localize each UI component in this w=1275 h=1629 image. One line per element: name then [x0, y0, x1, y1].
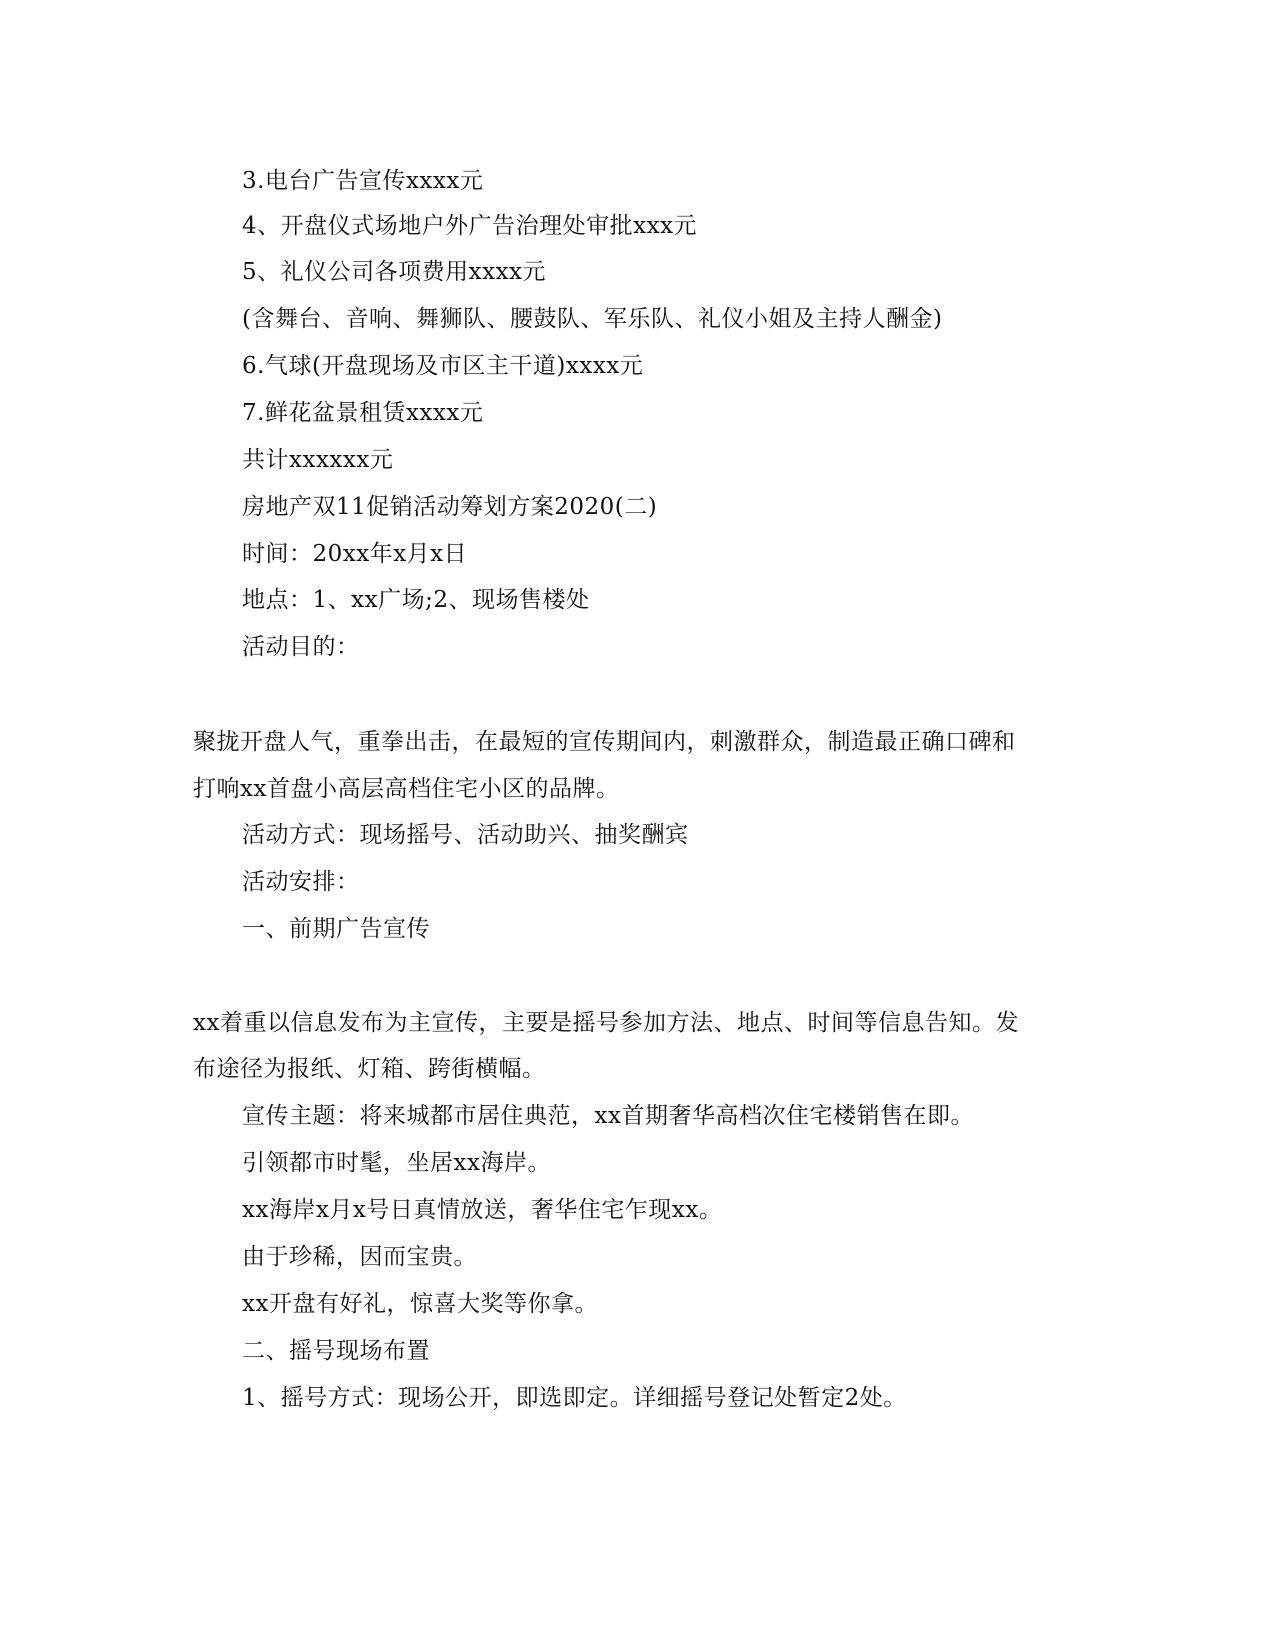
text-line: 活动安排： [242, 869, 360, 895]
section-heading: 二、摇号现场布置 [242, 1338, 430, 1364]
paragraph-line: 打响xx首盘小高层高档住宅小区的品牌。 [193, 776, 620, 802]
paragraph-line: 布途径为报纸、灯箱、跨街横幅。 [193, 1056, 546, 1082]
paragraph-line: 聚拢开盘人气，重拳出击，在最短的宣传期间内，刺激群众，制造最正确口碑和 [193, 729, 1016, 755]
text-line: 6.气球(开盘现场及市区主干道)xxxx元 [242, 353, 644, 379]
text-line: 时间：20xx年x月x日 [242, 541, 468, 567]
text-line: 3.电台广告宣传xxxx元 [242, 168, 484, 194]
section-heading: 房地产双11促销活动筹划方案2020(二) [242, 494, 658, 520]
section-heading: 一、前期广告宣传 [242, 916, 430, 942]
text-line: 地点：1、xx广场;2、现场售楼处 [242, 587, 590, 613]
text-line: (含舞台、音响、舞狮队、腰鼓队、军乐队、礼仪小姐及主持人酬金) [242, 306, 943, 332]
text-line: 由于珍稀，因而宝贵。 [242, 1244, 477, 1270]
text-line: 活动方式：现场摇号、活动助兴、抽奖酬宾 [242, 822, 689, 848]
text-line: 活动目的： [242, 634, 360, 660]
text-line: xx海岸x月x号日真情放送，奢华住宅乍现xx。 [242, 1197, 723, 1223]
paragraph-line: xx着重以信息发布为主宣传，主要是摇号参加方法、地点、时间等信息告知。发 [193, 1010, 1019, 1036]
text-line: xx开盘有好礼，惊喜大奖等你拿。 [242, 1291, 598, 1317]
text-line: 4、开盘仪式场地户外广告治理处审批xxx元 [242, 213, 698, 239]
text-line: 共计xxxxxx元 [242, 447, 394, 473]
text-line: 宣传主题：将来城都市居住典范，xx首期奢华高档次住宅楼销售在即。 [242, 1103, 974, 1129]
text-line: 引领都市时髦，坐居xx海岸。 [242, 1150, 551, 1176]
text-line: 1、摇号方式：现场公开，即选即定。详细摇号登记处暂定2处。 [242, 1385, 907, 1411]
text-line: 7.鲜花盆景租赁xxxx元 [242, 400, 484, 426]
text-line: 5、礼仪公司各项费用xxxx元 [242, 259, 547, 285]
